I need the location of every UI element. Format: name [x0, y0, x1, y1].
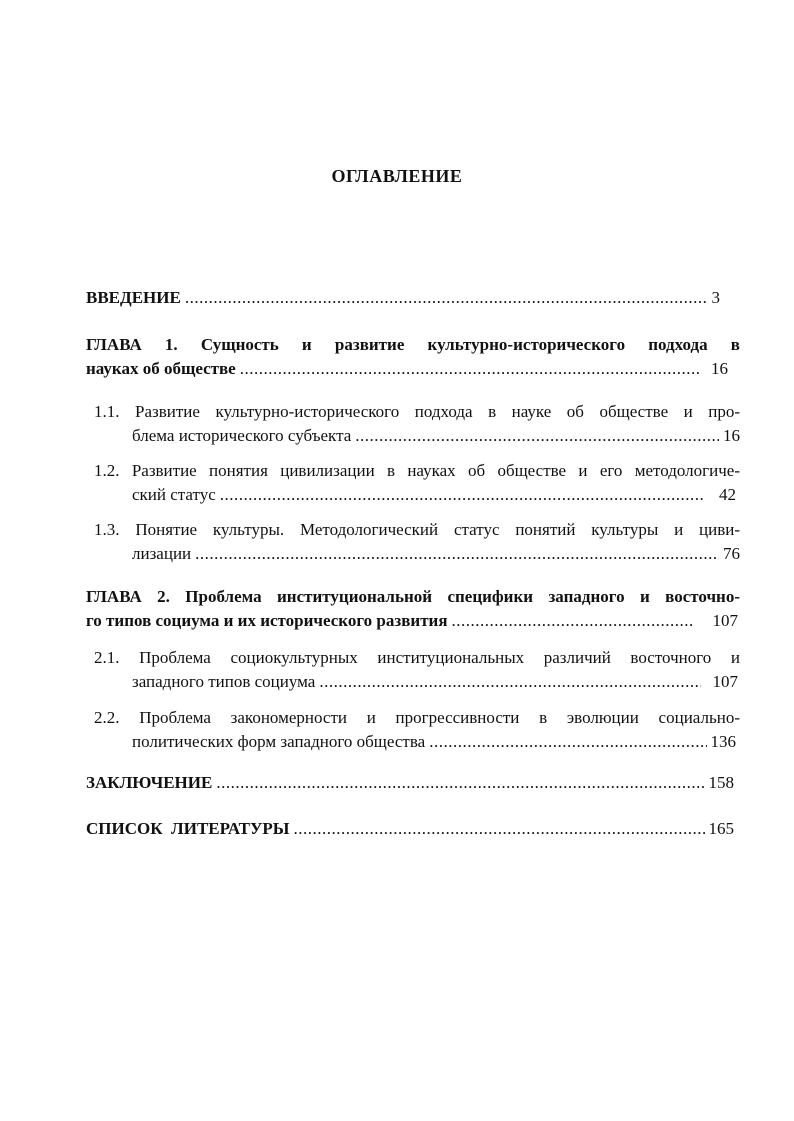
dot-leader	[294, 817, 705, 841]
page-number: 136	[710, 732, 736, 751]
toc-entry-section-1-2	[94, 459, 740, 507]
dot-leader	[195, 542, 719, 566]
toc-entry-conclusion	[86, 771, 734, 795]
section-title-line-1: 2.1. Проблема социокультурных институциональных различий восточного и	[94, 648, 740, 667]
dot-leader	[429, 730, 706, 754]
page-number: 42	[719, 485, 736, 504]
toc-entry-chapter-2	[86, 585, 740, 633]
page-number: 3	[711, 288, 720, 307]
page-number: 158	[708, 773, 734, 792]
page-number: 76	[723, 544, 740, 563]
section-title-line-1: 1.2. Развитие понятия цивилизации в науках об обществе и его методологиче-	[94, 461, 740, 480]
section-title-line-1: 1.3. Понятие культуры. Методологический статус понятий культуры и циви-	[94, 520, 740, 539]
dot-leader	[319, 670, 700, 694]
toc-entry-section-1-3	[94, 518, 740, 566]
section-title-line-2: политических форм западного общества	[132, 732, 426, 751]
section-title-line-2: лизации	[132, 544, 192, 563]
chapter-title-line-2: науках об обществе	[86, 359, 236, 378]
toc-entry-label: СПИСОК ЛИТЕРАТУРЫ	[86, 819, 290, 838]
section-title-line-2: западного типов социума	[132, 672, 316, 691]
page-number: 16	[711, 359, 728, 378]
page-title: ОГЛАВЛЕНИЕ	[331, 166, 463, 186]
toc-entry-introduction	[86, 286, 720, 310]
section-title-line-1: 2.2. Проблема закономерности и прогрессивности в эволюции социально-	[94, 708, 740, 727]
page-number: 165	[708, 819, 734, 838]
section-title-line-2: блема исторического субъекта	[132, 426, 352, 445]
toc-entry-chapter-1	[86, 333, 740, 381]
toc-entry-section-1-1	[94, 400, 740, 448]
page-number: 16	[723, 426, 740, 445]
toc-entry-section-2-1	[94, 646, 740, 694]
dot-leader	[185, 286, 708, 310]
toc-entry-label: ЗАКЛЮЧЕНИЕ	[86, 773, 213, 792]
dot-leader	[355, 424, 719, 448]
section-title-line-1: 1.1. Развитие культурно-исторического подхода в науке об обществе и про-	[94, 402, 740, 421]
chapter-title-line-1: ГЛАВА 2. Проблема институциональной специфики западного и восточно-	[86, 587, 740, 606]
dot-leader	[216, 771, 704, 795]
chapter-title-line-1: ГЛАВА 1. Сущность и развитие культурно-исторического подхода в	[86, 335, 740, 354]
page-number: 107	[712, 672, 738, 691]
page-number: 107	[712, 611, 738, 630]
dot-leader	[240, 357, 699, 381]
toc-entry-label: ВВЕДЕНИЕ	[86, 288, 181, 307]
toc-entry-section-2-2	[94, 706, 740, 754]
toc-entry-references	[86, 817, 734, 841]
dot-leader	[452, 609, 695, 633]
section-title-line-2: ский статус	[132, 485, 216, 504]
chapter-title-line-2: го типов социума и их исторического развития	[86, 611, 448, 630]
dot-leader	[220, 483, 705, 507]
